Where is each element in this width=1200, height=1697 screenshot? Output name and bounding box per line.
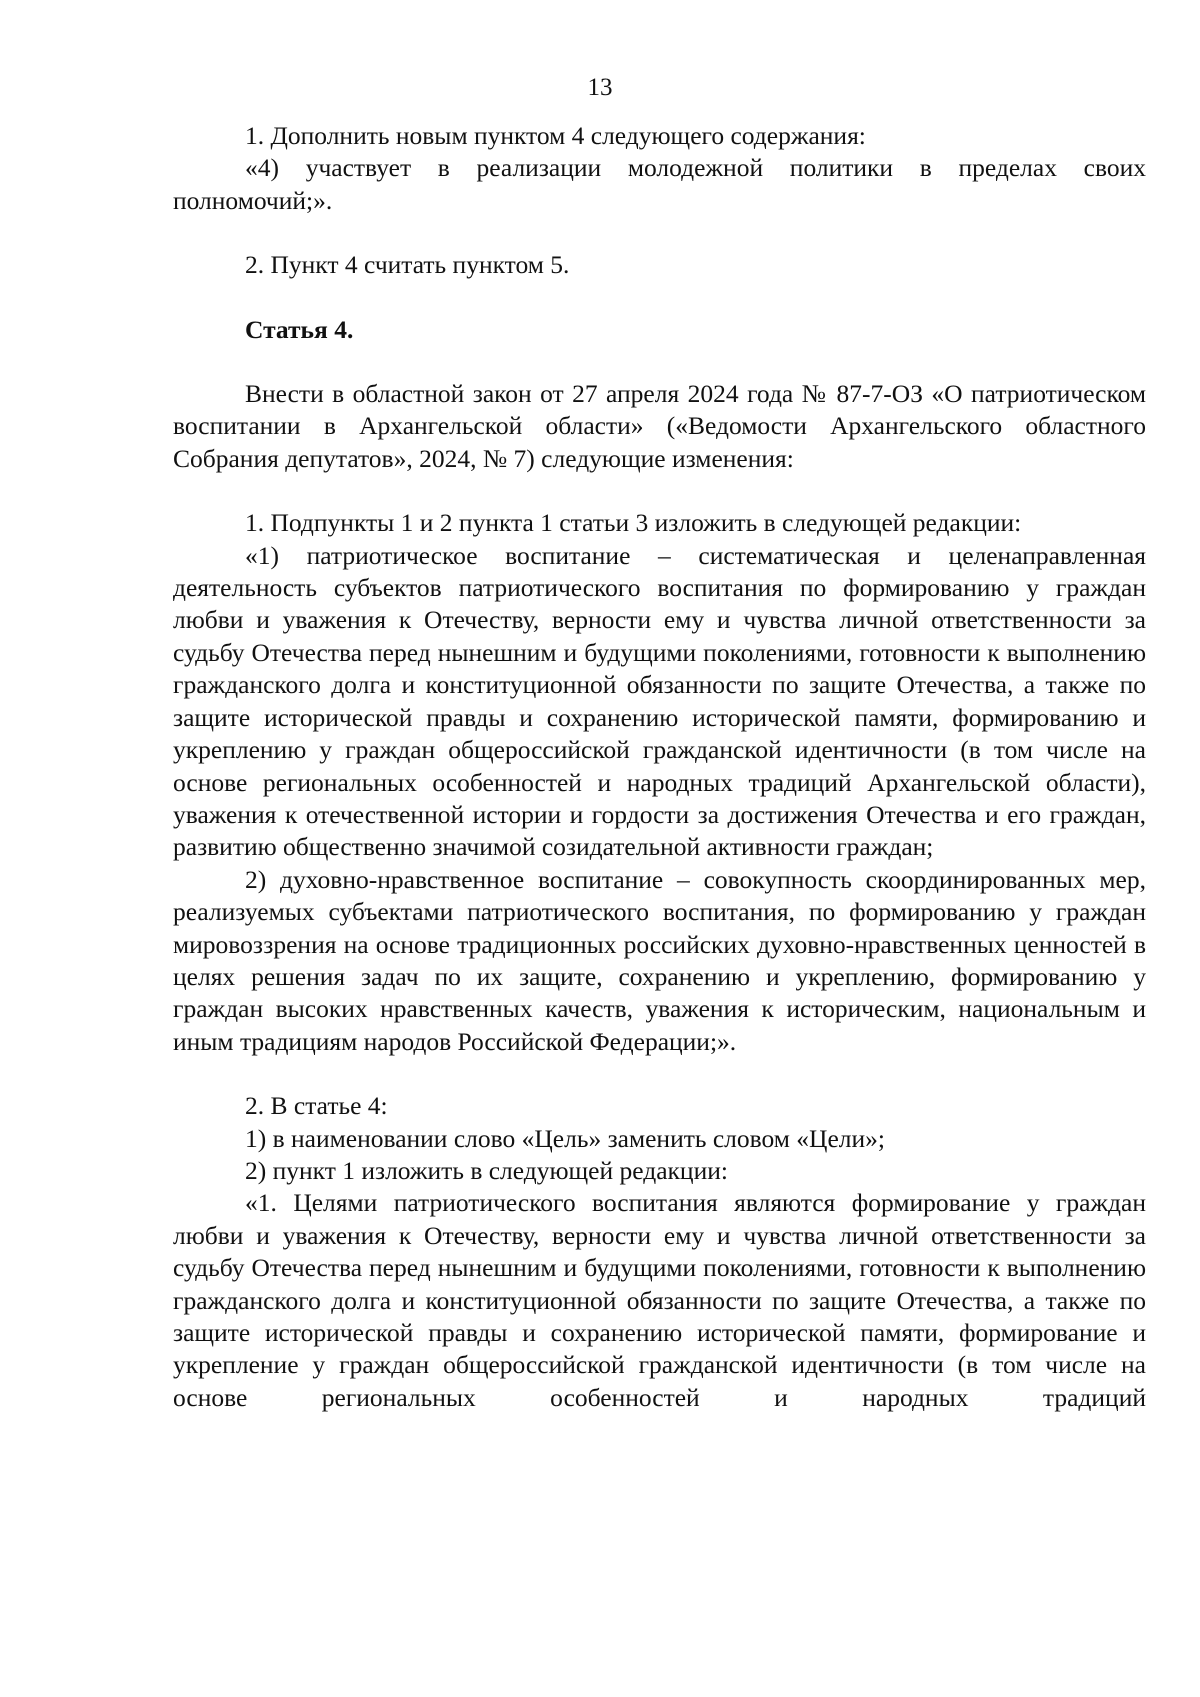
paragraph-point-4-text: «4) участвует в реализации молодежной политики в пределах своих полномочий;». bbox=[173, 153, 1146, 215]
paragraph-point-1-new-wording: 2) пункт 1 изложить в следующей редакции: bbox=[245, 1155, 728, 1185]
paragraph-spiritual-moral-definition: 2) духовно-нравственное воспитание – совокупность скоординированных мер, реализуемых субъектами патриотического воспитания, по формированию у граждан мировоззрения на основе традиционных российских духовно-нравственных ценностей в целях решения задач по их защите, сохранению и укреплению, формированию у граждан высоких нравственных качеств, уважения к историческим, национальным и иным традициям народов Российской Федерации;». bbox=[173, 864, 1146, 1056]
article-heading: Статья 4. bbox=[245, 314, 354, 344]
paragraph-amend-law: Внести в областной закон от 27 апреля 2024 года № 87-7-ОЗ «О патриотическом воспитании в Архангельской области» («Ведомости Архангельского областного Собрания депутатов», 2024, № 7) следующие изменения: bbox=[173, 379, 1146, 473]
paragraph-add-point-4: 1. Дополнить новым пунктом 4 следующего содержания: bbox=[245, 121, 866, 150]
paragraph-patriotic-education-definition: «1) патриотическое воспитание – систематическая и целенаправленная деятельность субъектов патриотического воспитания по формированию у граждан любви и уважения к Отечеству, верности ему и чувства личной ответственности за судьбу Отечества перед нынешним и будущими поколениями, готовности к выполнению гражданского долга и конституционной обязанности по защите Отечества, а также по защите исторической правды и сохранению исторической памяти, формированию и укреплению у граждан общероссийской гражданской идентичности (в том числе на основе региональных особенностей и народных традиций Архангельской области), уважения к отечественной истории и гордости за достижения Отечества и его граждан, развитию общественно значимой созидательной активности граждан; bbox=[173, 540, 1146, 862]
paragraph-goals-text: «1. Целями патриотического воспитания являются формирование у граждан любви и уважения к Отечеству, верности ему и чувства личной ответственности за судьбу Отечества перед нынешним и будущими поколениями, готовности к выполнению гражданского долга и конституционной обязанности по защите Отечества, а также по защите исторической правды и сохранению исторической памяти, формирование и укрепление у граждан общероссийской гражданской идентичности (в том числе на основе региональных особенностей и народных традиций bbox=[173, 1188, 1146, 1412]
page-number: 13 bbox=[587, 74, 613, 101]
paragraph-renumber-point: 2. Пункт 4 считать пунктом 5. bbox=[245, 250, 570, 280]
paragraph-article-4-changes: 2. В статье 4: bbox=[245, 1091, 388, 1121]
paragraph-subpoints-1-2: 1. Подпункты 1 и 2 пункта 1 статьи 3 изложить в следующей редакции: bbox=[245, 508, 1022, 538]
document-body bbox=[173, 120, 1146, 1414]
paragraph-rename-goal: 1) в наименовании слово «Цель» заменить словом «Цели»; bbox=[245, 1123, 885, 1153]
